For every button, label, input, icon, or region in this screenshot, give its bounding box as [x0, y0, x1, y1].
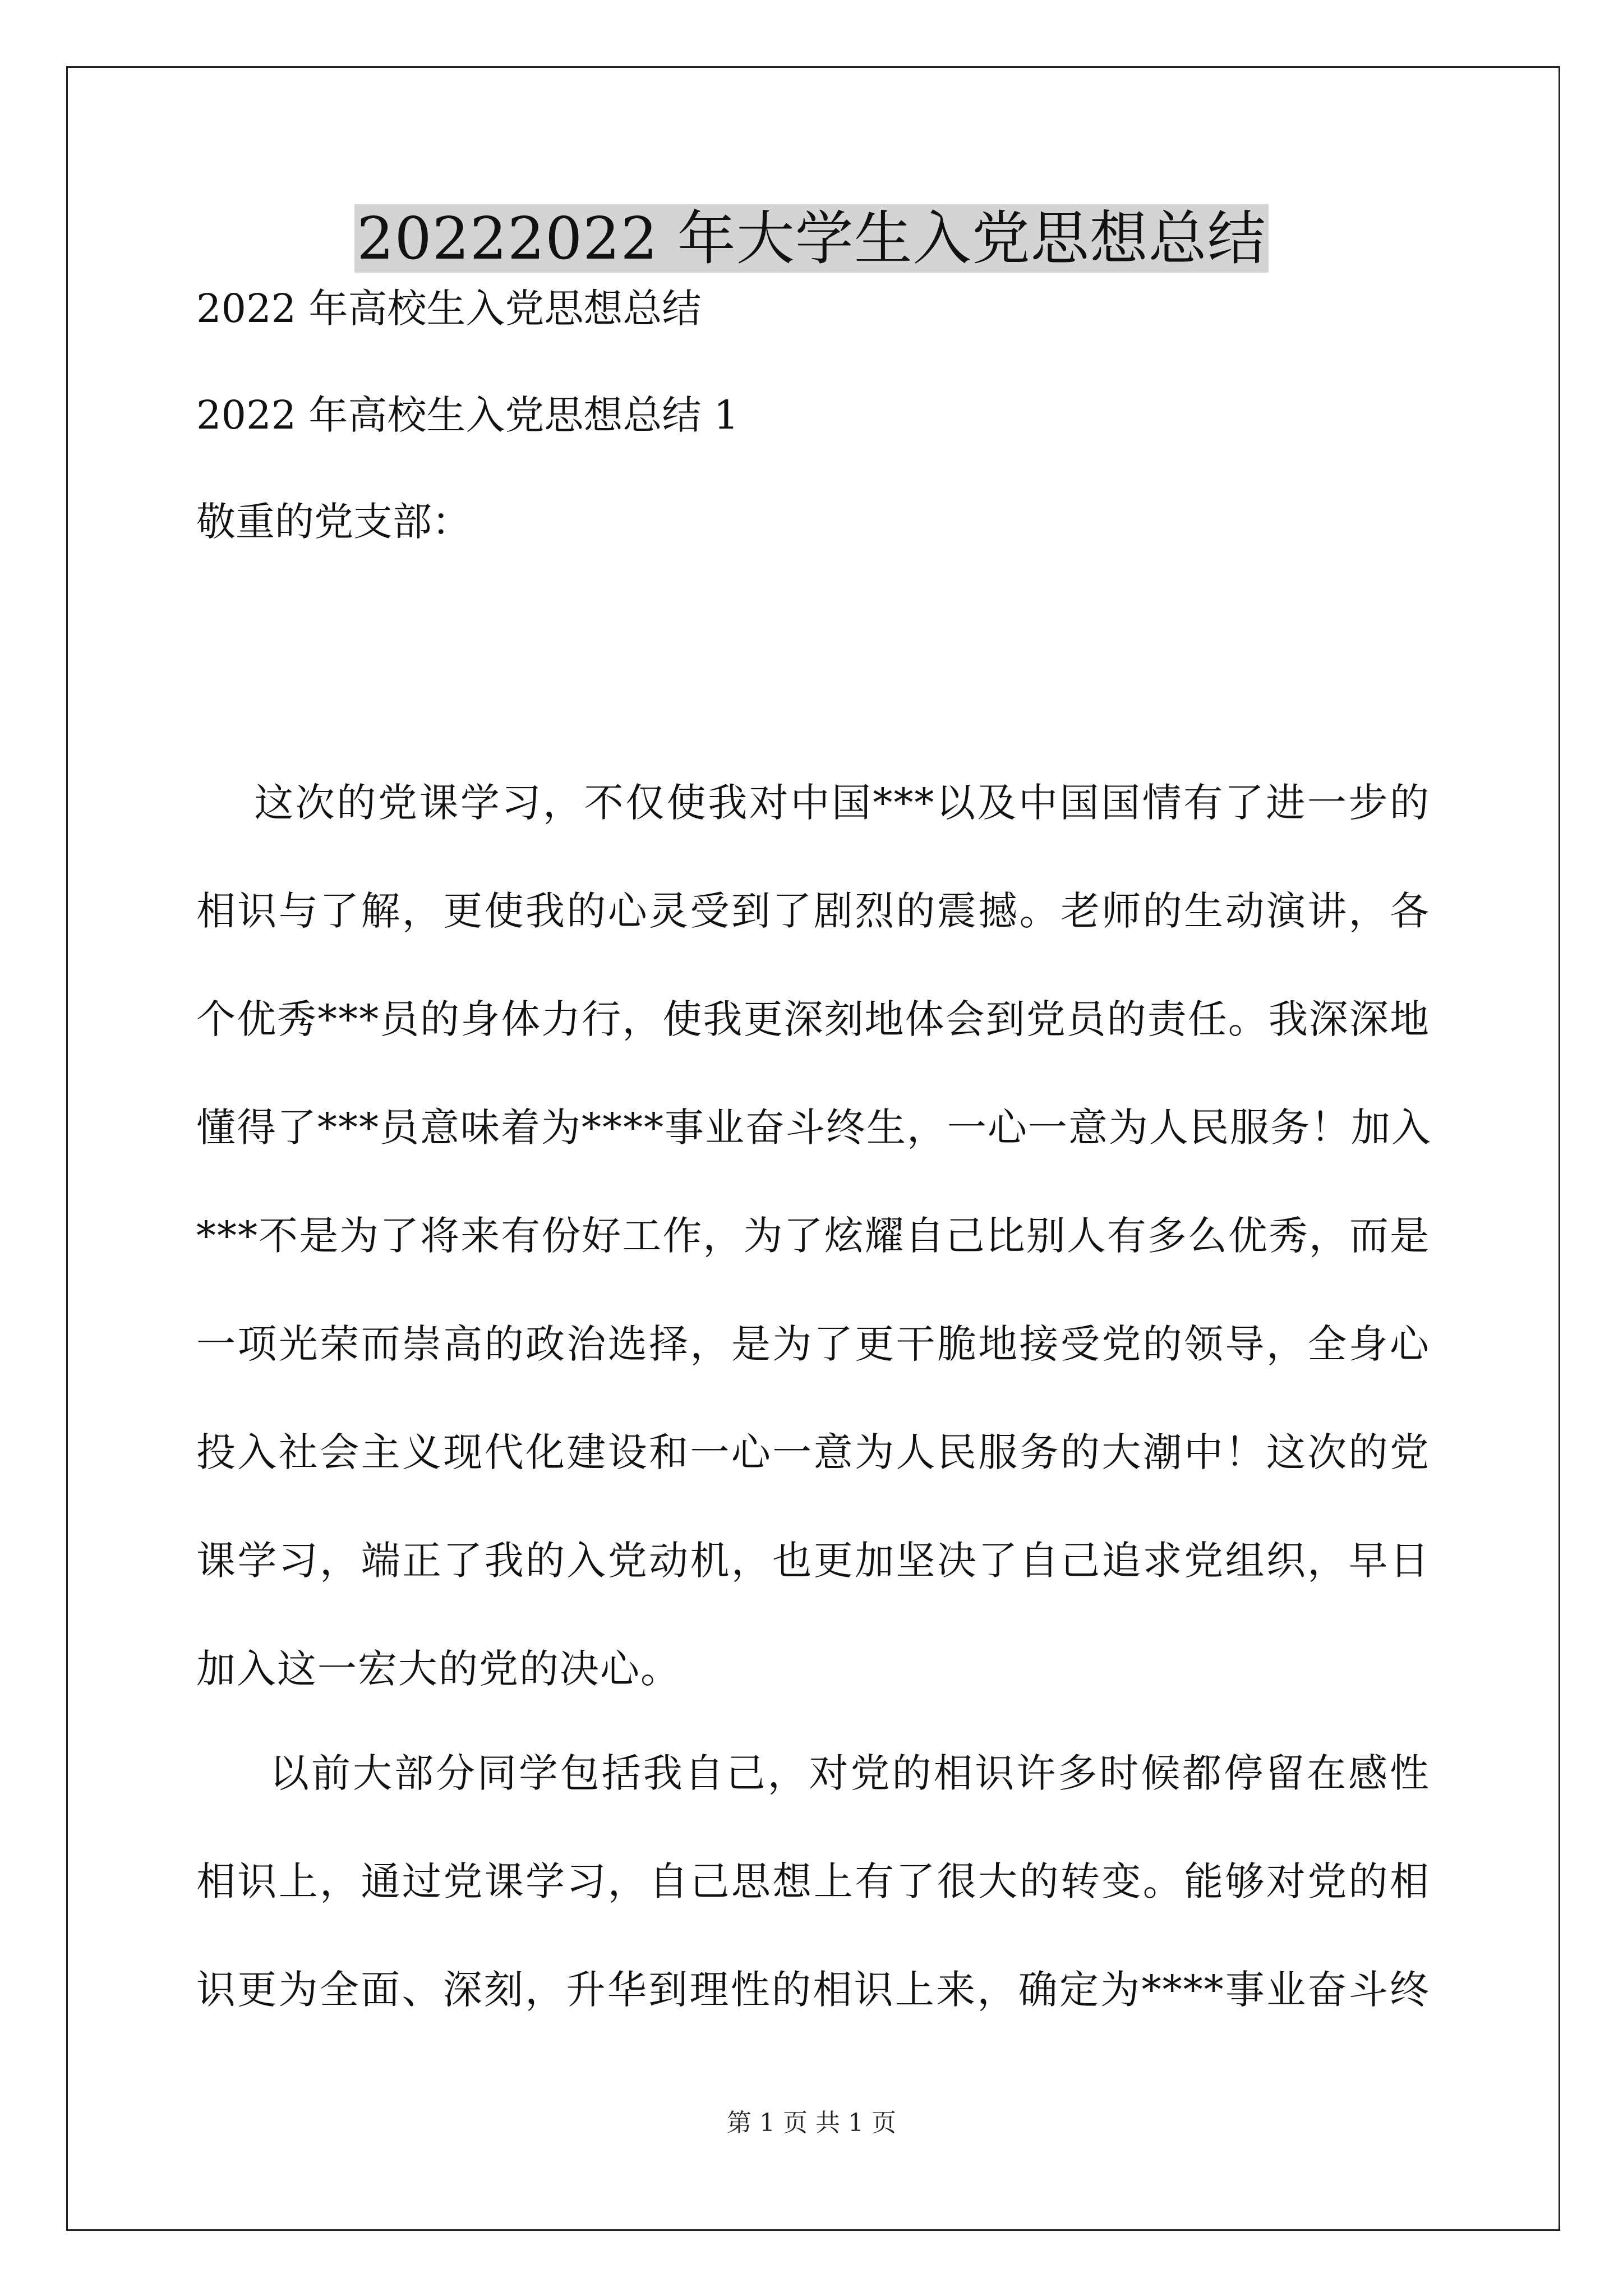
paragraph-line: 投入社会主义现代化建设和一心一意为人民服务的大潮中！这次的党 [196, 1429, 1430, 1475]
document-title-text: 20222022 年大学生入党思想总结 [354, 204, 1268, 273]
paragraph-line: 课学习，端正了我的入党动机，也更加坚决了自己追求党组织，早日 [196, 1538, 1430, 1584]
paragraph-line: 相识与了解，更使我的心灵受到了剧烈的震撼。老师的生动演讲，各 [196, 888, 1430, 934]
paragraph-line: ***不是为了将来有份好工作，为了炫耀自己比别人有多么优秀，而是 [196, 1213, 1430, 1259]
paragraph-line: 懂得了***员意味着为****事业奋斗终生，一心一意为人民服务！加入 [196, 1105, 1432, 1151]
paragraph-line: 一项光荣而崇高的政治选择，是为了更干脆地接受党的领导，全身心 [196, 1321, 1430, 1367]
salutation: 敬重的党支部： [196, 499, 471, 545]
paragraph-line: 识更为全面、深刻，升华到理性的相识上来，确定为****事业奋斗终 [196, 1967, 1430, 2013]
paragraph-line: 相识上，通过党课学习，自己思想上有了很大的转变。能够对党的相 [196, 1858, 1430, 1904]
subtitle-line-2: 2022 年高校生入党思想总结 1 [196, 392, 739, 438]
paragraph-line: 这次的党课学习，不仅使我对中国***以及中国国情有了进一步的 [196, 780, 1430, 826]
paragraph-line: 个优秀***员的身体力行，使我更深刻地体会到党员的责任。我深深地 [196, 996, 1430, 1042]
paragraph-2 [196, 1719, 1430, 2044]
document-title [0, 199, 1623, 278]
paragraph-line: 以前大部分同学包括我自己，对党的相识许多时候都停留在感性 [196, 1750, 1430, 1796]
paragraph-1 [196, 749, 1430, 1723]
subtitle-line-1: 2022 年高校生入党思想总结 [196, 286, 702, 332]
page-footer: 第 1 页 共 1 页 [727, 2109, 896, 2137]
paragraph-line: 加入这一宏大的党的决心。 [196, 1646, 681, 1692]
